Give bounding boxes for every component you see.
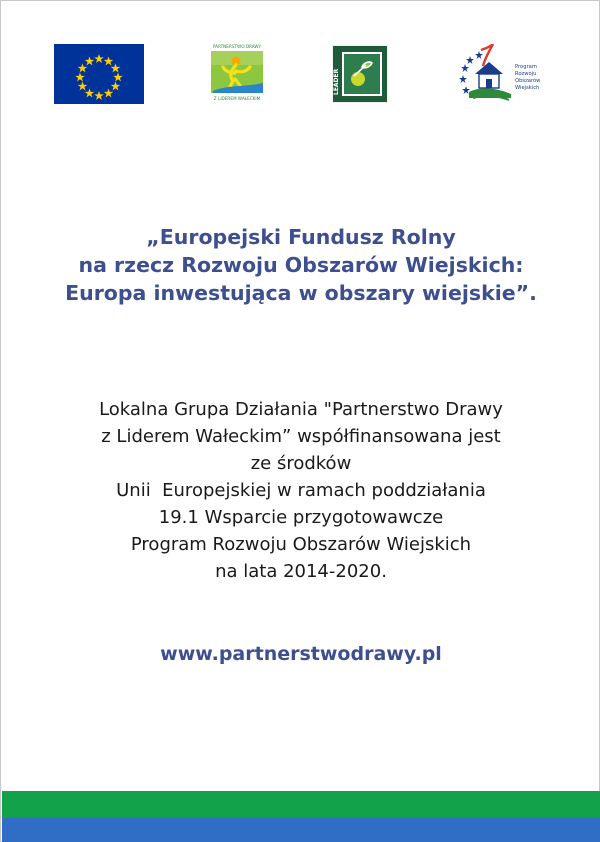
partnerstwo-drawy-logo [209,43,265,103]
main-heading [41,223,561,307]
prow-logo-line-4: Wiejskich [515,85,540,91]
partnerstwo-logo-top-text: PARTNERSTWO DRAWY [212,44,262,49]
eu-flag-icon [54,44,144,104]
heading-line-1: „Europejski Fundusz Rolny [146,225,456,249]
blue-footer-stripe [2,818,600,842]
prow-logo-line-3: Obszarów [515,78,541,84]
prow-logo-line-1: Program [515,64,537,70]
body-line-3: ze środków [250,453,352,474]
heading-line-2: na rzecz Rozwoju Obszarów Wiejskich: [78,253,524,277]
body-line-2: z Liderem Wałeckim” współfinansowana jest [101,426,501,447]
leader-logo [332,45,388,103]
leader-logo-text: LEADER [333,68,340,95]
green-footer-stripe [2,791,600,818]
prow-logo [457,44,551,104]
heading-line-3: Europa inwestująca w obszary wiejskie”. [65,281,537,305]
funding-statement [41,396,561,585]
prow-logo-line-2: Rozwoju [515,71,537,77]
body-line-6: Program Rozwoju Obszarów Wiejskich [130,534,472,555]
partnerstwo-logo-bottom-text: Z LIDEREM WAŁECKIM [213,96,261,101]
website-link[interactable]: www.partnerstwodrawy.pl [160,643,442,665]
body-line-4: Unii Europejskiej w ramach poddziałania [116,480,486,501]
body-line-7: na lata 2014-2020. [215,561,387,582]
body-line-1: Lokalna Grupa Działania "Partnerstwo Drawy [99,399,503,420]
body-line-5: 19.1 Wsparcie przygotowawcze [158,507,444,528]
